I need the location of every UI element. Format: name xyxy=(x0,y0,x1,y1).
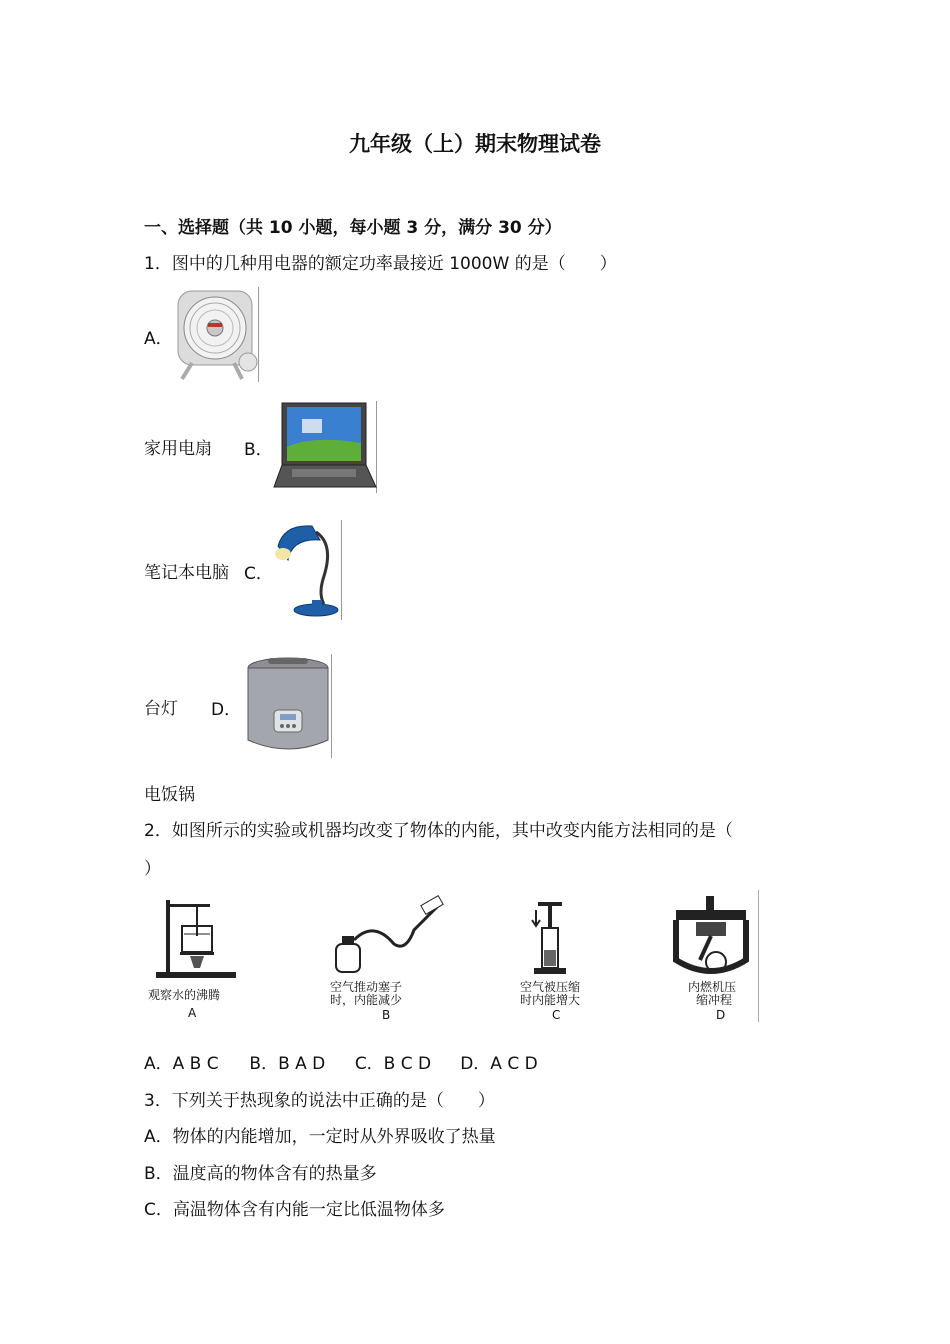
fig-b-caption-1: 空气推动塞子 xyxy=(330,980,403,994)
fig-d-letter: D xyxy=(716,1008,726,1022)
q1-option-a-caption: 家用电扇 xyxy=(144,439,212,459)
q2-option-c: C．B C D xyxy=(354,1054,432,1074)
fig-a-letter: A xyxy=(188,1006,197,1020)
q2-option-d: D．A C D xyxy=(460,1054,538,1074)
question-2-stem: 2．如图所示的实验或机器均改变了物体的内能，其中改变内能方法相同的是（ xyxy=(144,821,733,841)
q1-option-a-label: A． xyxy=(144,329,173,349)
fig-d-caption-1: 内燃机压 xyxy=(688,980,737,994)
fig-b-caption-2: 时，内能减少 xyxy=(330,993,403,1007)
q3-option-b: B．温度高的物体含有的热量多 xyxy=(144,1164,377,1184)
q3-option-c: C．高温物体含有内能一定比低温物体多 xyxy=(144,1200,445,1220)
q1-option-b-label: B． xyxy=(244,440,273,460)
fan-image xyxy=(172,287,260,382)
fig-c-caption-1: 空气被压缩 xyxy=(520,980,581,994)
experiment-figure xyxy=(144,890,760,1022)
fig-c-caption-2: 时内能增大 xyxy=(520,993,581,1007)
question-3-stem: 3．下列关于热现象的说法中正确的是（ ） xyxy=(144,1091,495,1111)
question-2-options xyxy=(144,1053,538,1075)
fig-b-letter: B xyxy=(382,1008,391,1022)
q1-option-b-caption: 笔记本电脑 xyxy=(144,563,229,583)
fig-a-caption: 观察水的沸腾 xyxy=(148,988,221,1002)
question-2-stem-end: ） xyxy=(144,859,161,879)
q1-option-d-label: D． xyxy=(211,700,242,720)
laptop-image xyxy=(272,401,378,493)
fig-d-caption-2: 缩冲程 xyxy=(696,993,733,1007)
section-heading: 一、选择题（共 10 小题，每小题 3 分，满分 30 分） xyxy=(144,218,562,238)
q1-option-c-caption: 台灯 xyxy=(144,699,178,719)
q1-option-d-caption: 电饭锅 xyxy=(144,785,195,805)
q3-option-a: A．物体的内能增加，一定时从外界吸收了热量 xyxy=(144,1127,496,1147)
rice-cooker-image xyxy=(244,654,334,758)
q2-option-a: A．A B C xyxy=(144,1054,219,1074)
question-1-stem: 1．图中的几种用电器的额定功率最接近 1000W 的是（ ） xyxy=(144,254,617,274)
q2-option-b: B．B A D xyxy=(249,1054,326,1074)
q1-option-c-label: C． xyxy=(244,564,273,584)
page-title: 九年级（上）期末物理试卷 xyxy=(349,132,601,156)
fig-c-letter: C xyxy=(552,1008,561,1022)
desk-lamp-image xyxy=(272,520,344,620)
